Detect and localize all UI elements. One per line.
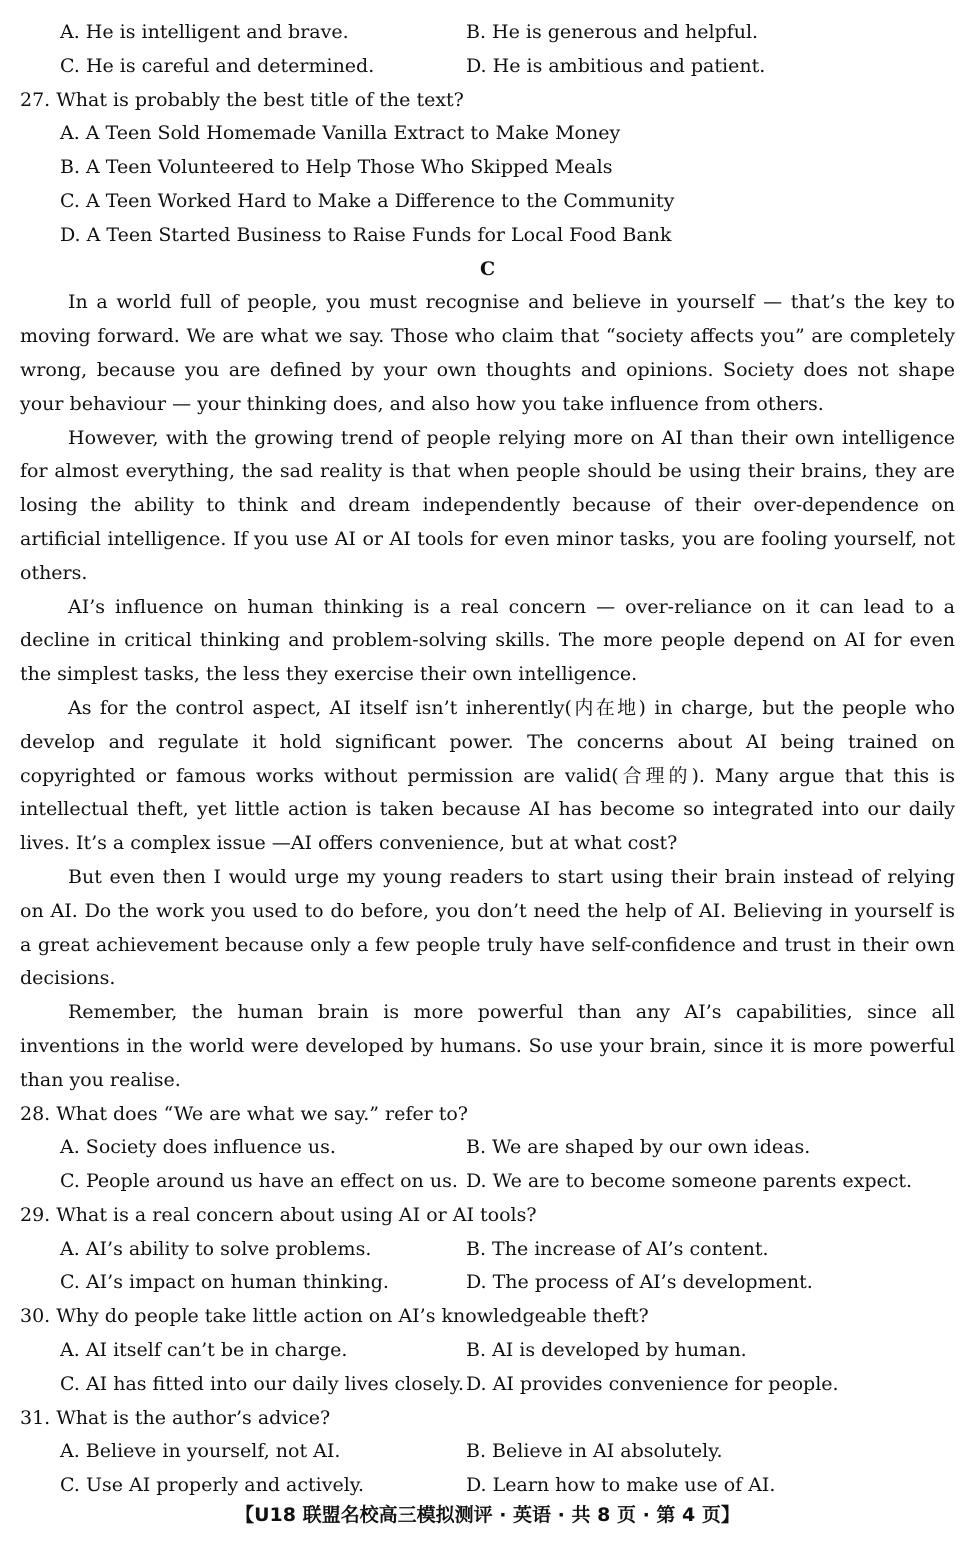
q31-options-row-1: [20, 1435, 955, 1469]
passage-paragraph-1: In a world full of people, you must recognise and believe in yourself — that’s the key to moving forward. We are what we say. Those who claim that “society affects you” are completely wrong, because you are defined by your own thoughts and opinions. Society does not shape your behaviour — your thinking does, and also how you take influence from others.: [20, 291, 955, 415]
q30-options-row-1: [20, 1334, 955, 1368]
q26-option-c: C. He is careful and determined.: [60, 54, 375, 77]
q28-option-d: D. We are to become someone parents expect.: [466, 1170, 913, 1193]
page-footer: 【U18 联盟名校高三模拟测评 · 英语 · 共 8 页 · 第 4 页】: [235, 1504, 740, 1526]
q28-option-a: A. Society does influence us.: [60, 1136, 336, 1159]
passage-paragraph-6: Remember, the human brain is more powerful than any AI’s capabilities, since all inventions in the world were developed by humans. So use your brain, since it is more powerful than you realise.: [20, 1001, 955, 1091]
q28-options-row-1: [20, 1131, 955, 1165]
q29-option-b: B. The increase of AI’s content.: [466, 1237, 769, 1260]
q26-option-a: A. He is intelligent and brave.: [60, 21, 349, 43]
q30-option-b: B. AI is developed by human.: [466, 1339, 747, 1362]
q31-option-d: D. Learn how to make use of AI.: [466, 1474, 776, 1497]
passage-paragraph-4: As for the control aspect, AI itself isn’t inherently(内在地) in charge, but the people who develop and regulate it hold significant power. The concerns about AI being trained on copyrighted or famous works without permission are valid(合理的). Many argue that this is intellectual theft, yet little action is taken because AI has become so integrated into our daily lives. It’s a complex issue —AI offers convenience, but at what cost?: [20, 696, 955, 855]
q30-option-d: D. AI provides convenience for people.: [466, 1372, 839, 1395]
q28-options-row-2: [20, 1165, 955, 1199]
q26-options-row-1: [20, 16, 955, 50]
q30-option-a: A. AI itself can’t be in charge.: [60, 1339, 348, 1362]
q27-option-c: C. A Teen Worked Hard to Make a Difference to the Community: [60, 189, 675, 212]
q29-options-row-2: [20, 1266, 955, 1300]
q28-question: 28. What does “We are what we say.” refer to?: [20, 1102, 468, 1125]
q27-option-d: D. A Teen Started Business to Raise Funds for Local Food Bank: [60, 223, 672, 246]
q27-option-a: A. A Teen Sold Homemade Vanilla Extract to Make Money: [60, 122, 621, 145]
q31-option-c: C. Use AI properly and actively.: [60, 1474, 365, 1497]
q29-question: 29. What is a real concern about using AI or AI tools?: [20, 1203, 537, 1226]
q30-question: 30. Why do people take little action on AI’s knowledgeable theft?: [20, 1305, 649, 1328]
q31-options-row-2: [20, 1469, 955, 1503]
q28-option-b: B. We are shaped by our own ideas.: [466, 1136, 811, 1159]
q29-option-c: C. AI’s impact on human thinking.: [60, 1271, 389, 1294]
q31-question: 31. What is the author’s advice?: [20, 1406, 331, 1429]
q26-options-row-2: [20, 50, 955, 84]
section-title: C: [479, 257, 496, 280]
q29-option-a: A. AI’s ability to solve problems.: [60, 1237, 372, 1260]
q30-option-c: C. AI has fitted into our daily lives closely.: [60, 1372, 464, 1395]
passage-paragraph-5: But even then I would urge my young readers to start using their brain instead of relying on AI. Do the work you used to do before, you don’t need the help of AI. Believing in yourself is a great achievement because only a few people truly have self-confidence and trust in their own decisions.: [20, 865, 955, 990]
q31-option-a: A. Believe in yourself, not AI.: [60, 1440, 341, 1463]
q26-option-d: D. He is ambitious and patient.: [466, 54, 766, 77]
passage-paragraph-3: AI’s influence on human thinking is a real concern — over-reliance on it can lead to a decline in critical thinking and problem-solving skills. The more people depend on AI for even the simplest tasks, the less they exercise their own intelligence.: [20, 595, 955, 686]
q31-option-b: B. Believe in AI absolutely.: [466, 1440, 723, 1463]
q27-option-b: B. A Teen Volunteered to Help Those Who Skipped Meals: [60, 156, 613, 179]
q29-option-d: D. The process of AI’s development.: [466, 1271, 813, 1294]
q27-question: 27. What is probably the best title of the text?: [20, 88, 464, 111]
passage-paragraph-2: However, with the growing trend of people relying more on AI than their own intelligence for almost everything, the sad reality is that when people should be using their brains, they are losing the ability to think and dream independently because of their over-dependence on artificial intelligence. If you use AI or AI tools for even minor tasks, you are fooling yourself, not others.: [20, 426, 955, 584]
q28-option-c: C. People around us have an effect on us.: [60, 1170, 458, 1193]
q29-options-row-1: [20, 1233, 955, 1267]
q26-option-b: B. He is generous and helpful.: [466, 21, 759, 43]
q30-options-row-2: [20, 1368, 955, 1402]
